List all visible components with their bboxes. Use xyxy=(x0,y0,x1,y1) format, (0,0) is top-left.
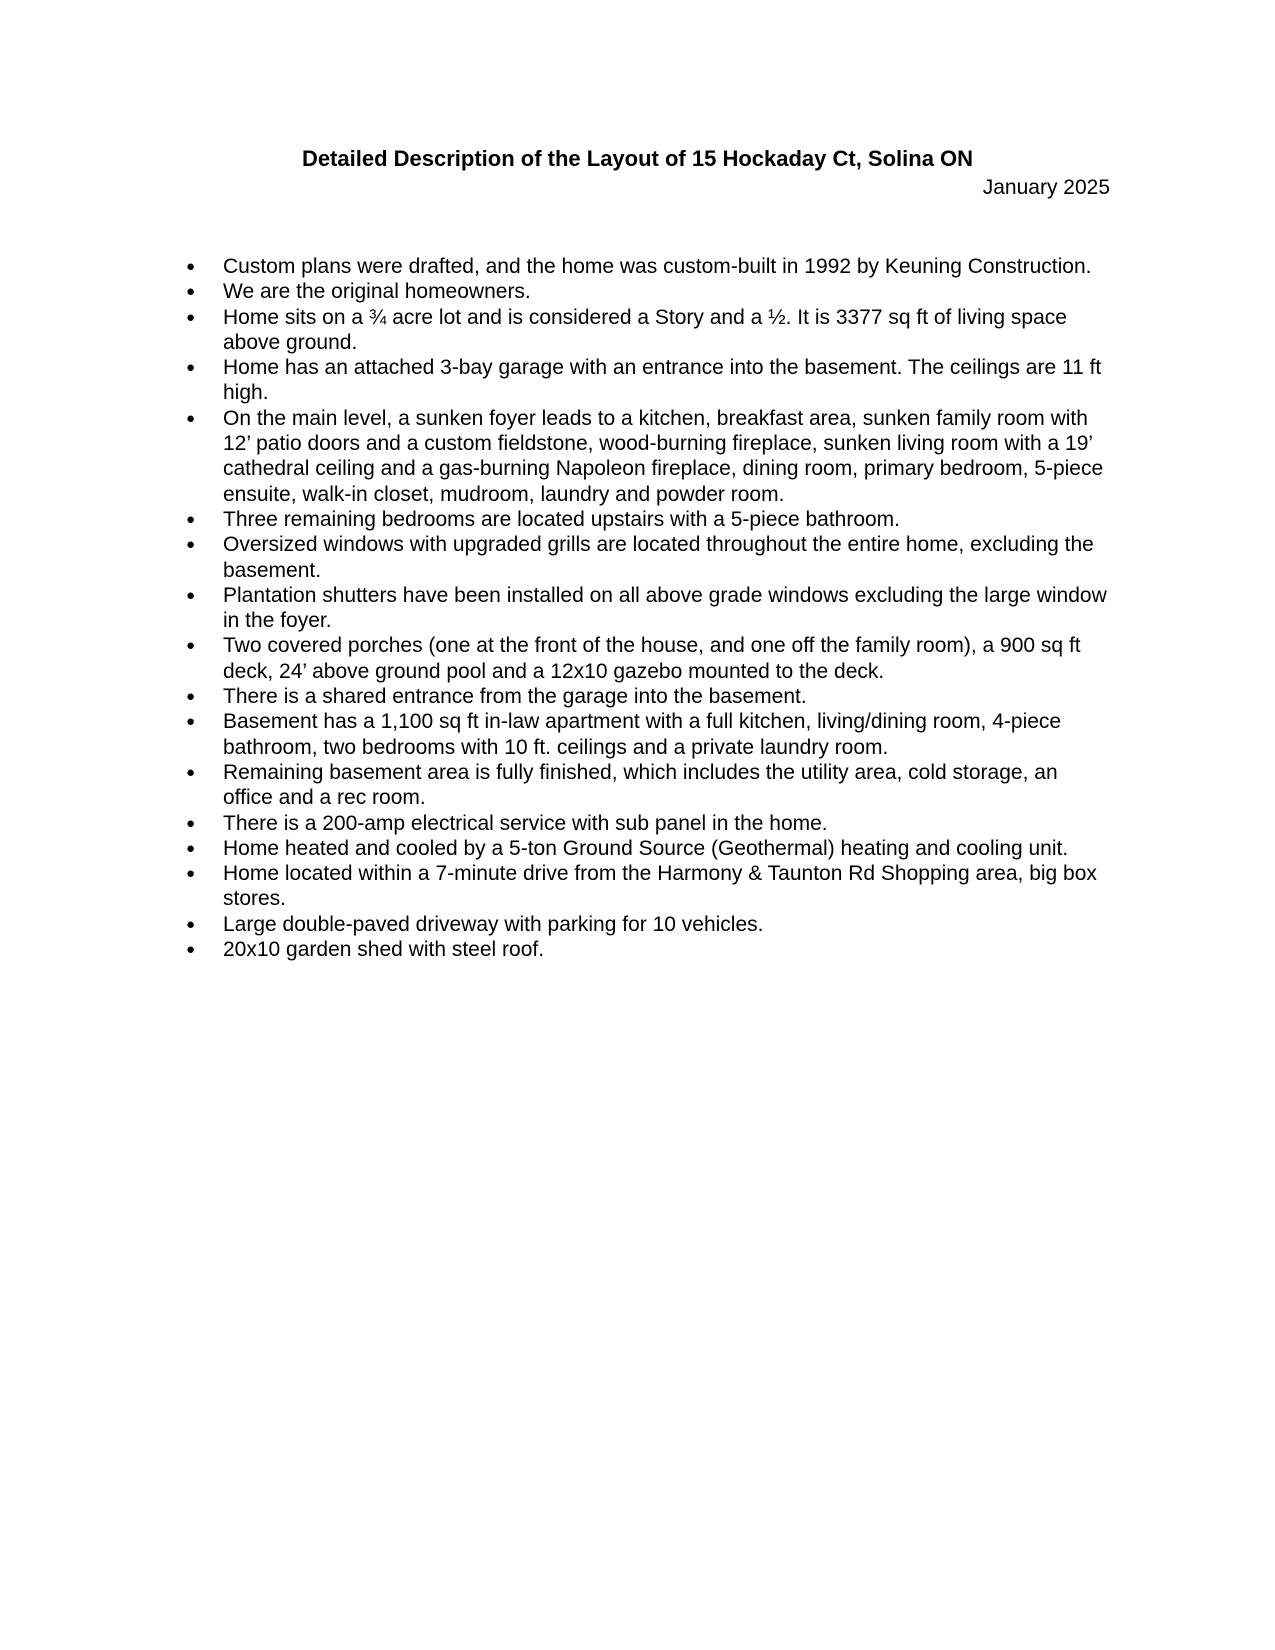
list-item: ● On the main level, a sunken foyer leads to a kitchen, breakfast area, sunken family room with 12’ patio doors and a custom fieldstone, wood-burning fireplace, sunken living room with a 19’ cathedral ceiling and a gas-burning Napoleon fireplace, dining room, primary bedroom, 5-piece ensuite, walk-in closet, mudroom, laundry and powder room. xyxy=(186,406,1112,507)
document-date: January 2025 xyxy=(982,176,1110,199)
list-item: ● Home heated and cooled by a 5-ton Ground Source (Geothermal) heating and cooling unit. xyxy=(186,836,1112,861)
feature-list xyxy=(186,254,1112,962)
list-item: ● There is a 200-amp electrical service with sub panel in the home. xyxy=(186,811,1112,836)
list-item: ● Oversized windows with upgraded grills are located throughout the entire home, excluding the basement. xyxy=(186,532,1112,583)
list-item: ● Custom plans were drafted, and the home was custom-built in 1992 by Keuning Construction. xyxy=(186,254,1112,279)
list-item: ● There is a shared entrance from the garage into the basement. xyxy=(186,684,1112,709)
list-item: ● 20x10 garden shed with steel roof. xyxy=(186,937,1112,962)
list-item: ● Plantation shutters have been installed on all above grade windows excluding the large window in the foyer. xyxy=(186,583,1112,634)
list-item: ● Remaining basement area is fully finished, which includes the utility area, cold storage, an office and a rec room. xyxy=(186,760,1112,811)
list-item: ● Large double-paved driveway with parking for 10 vehicles. xyxy=(186,912,1112,937)
list-item: ● Home located within a 7-minute drive from the Harmony & Taunton Rd Shopping area, big box stores. xyxy=(186,861,1112,912)
list-item: ● Three remaining bedrooms are located upstairs with a 5-piece bathroom. xyxy=(186,507,1112,532)
list-item: ● Basement has a 1,100 sq ft in-law apartment with a full kitchen, living/dining room, 4-piece bathroom, two bedrooms with 10 ft. ceilings and a private laundry room. xyxy=(186,709,1112,760)
list-item: ● Home has an attached 3-bay garage with an entrance into the basement. The ceilings are 11 ft high. xyxy=(186,355,1112,406)
list-item: ● We are the original homeowners. xyxy=(186,279,1112,304)
document-title: Detailed Description of the Layout of 15 Hockaday Ct, Solina ON xyxy=(301,146,974,171)
list-item: ● Two covered porches (one at the front of the house, and one off the family room), a 900 sq ft deck, 24’ above ground pool and a 12x10 gazebo mounted to the deck. xyxy=(186,633,1112,684)
list-item: ● Home sits on a ¾ acre lot and is considered a Story and a ½. It is 3377 sq ft of living space above ground. xyxy=(186,305,1112,356)
